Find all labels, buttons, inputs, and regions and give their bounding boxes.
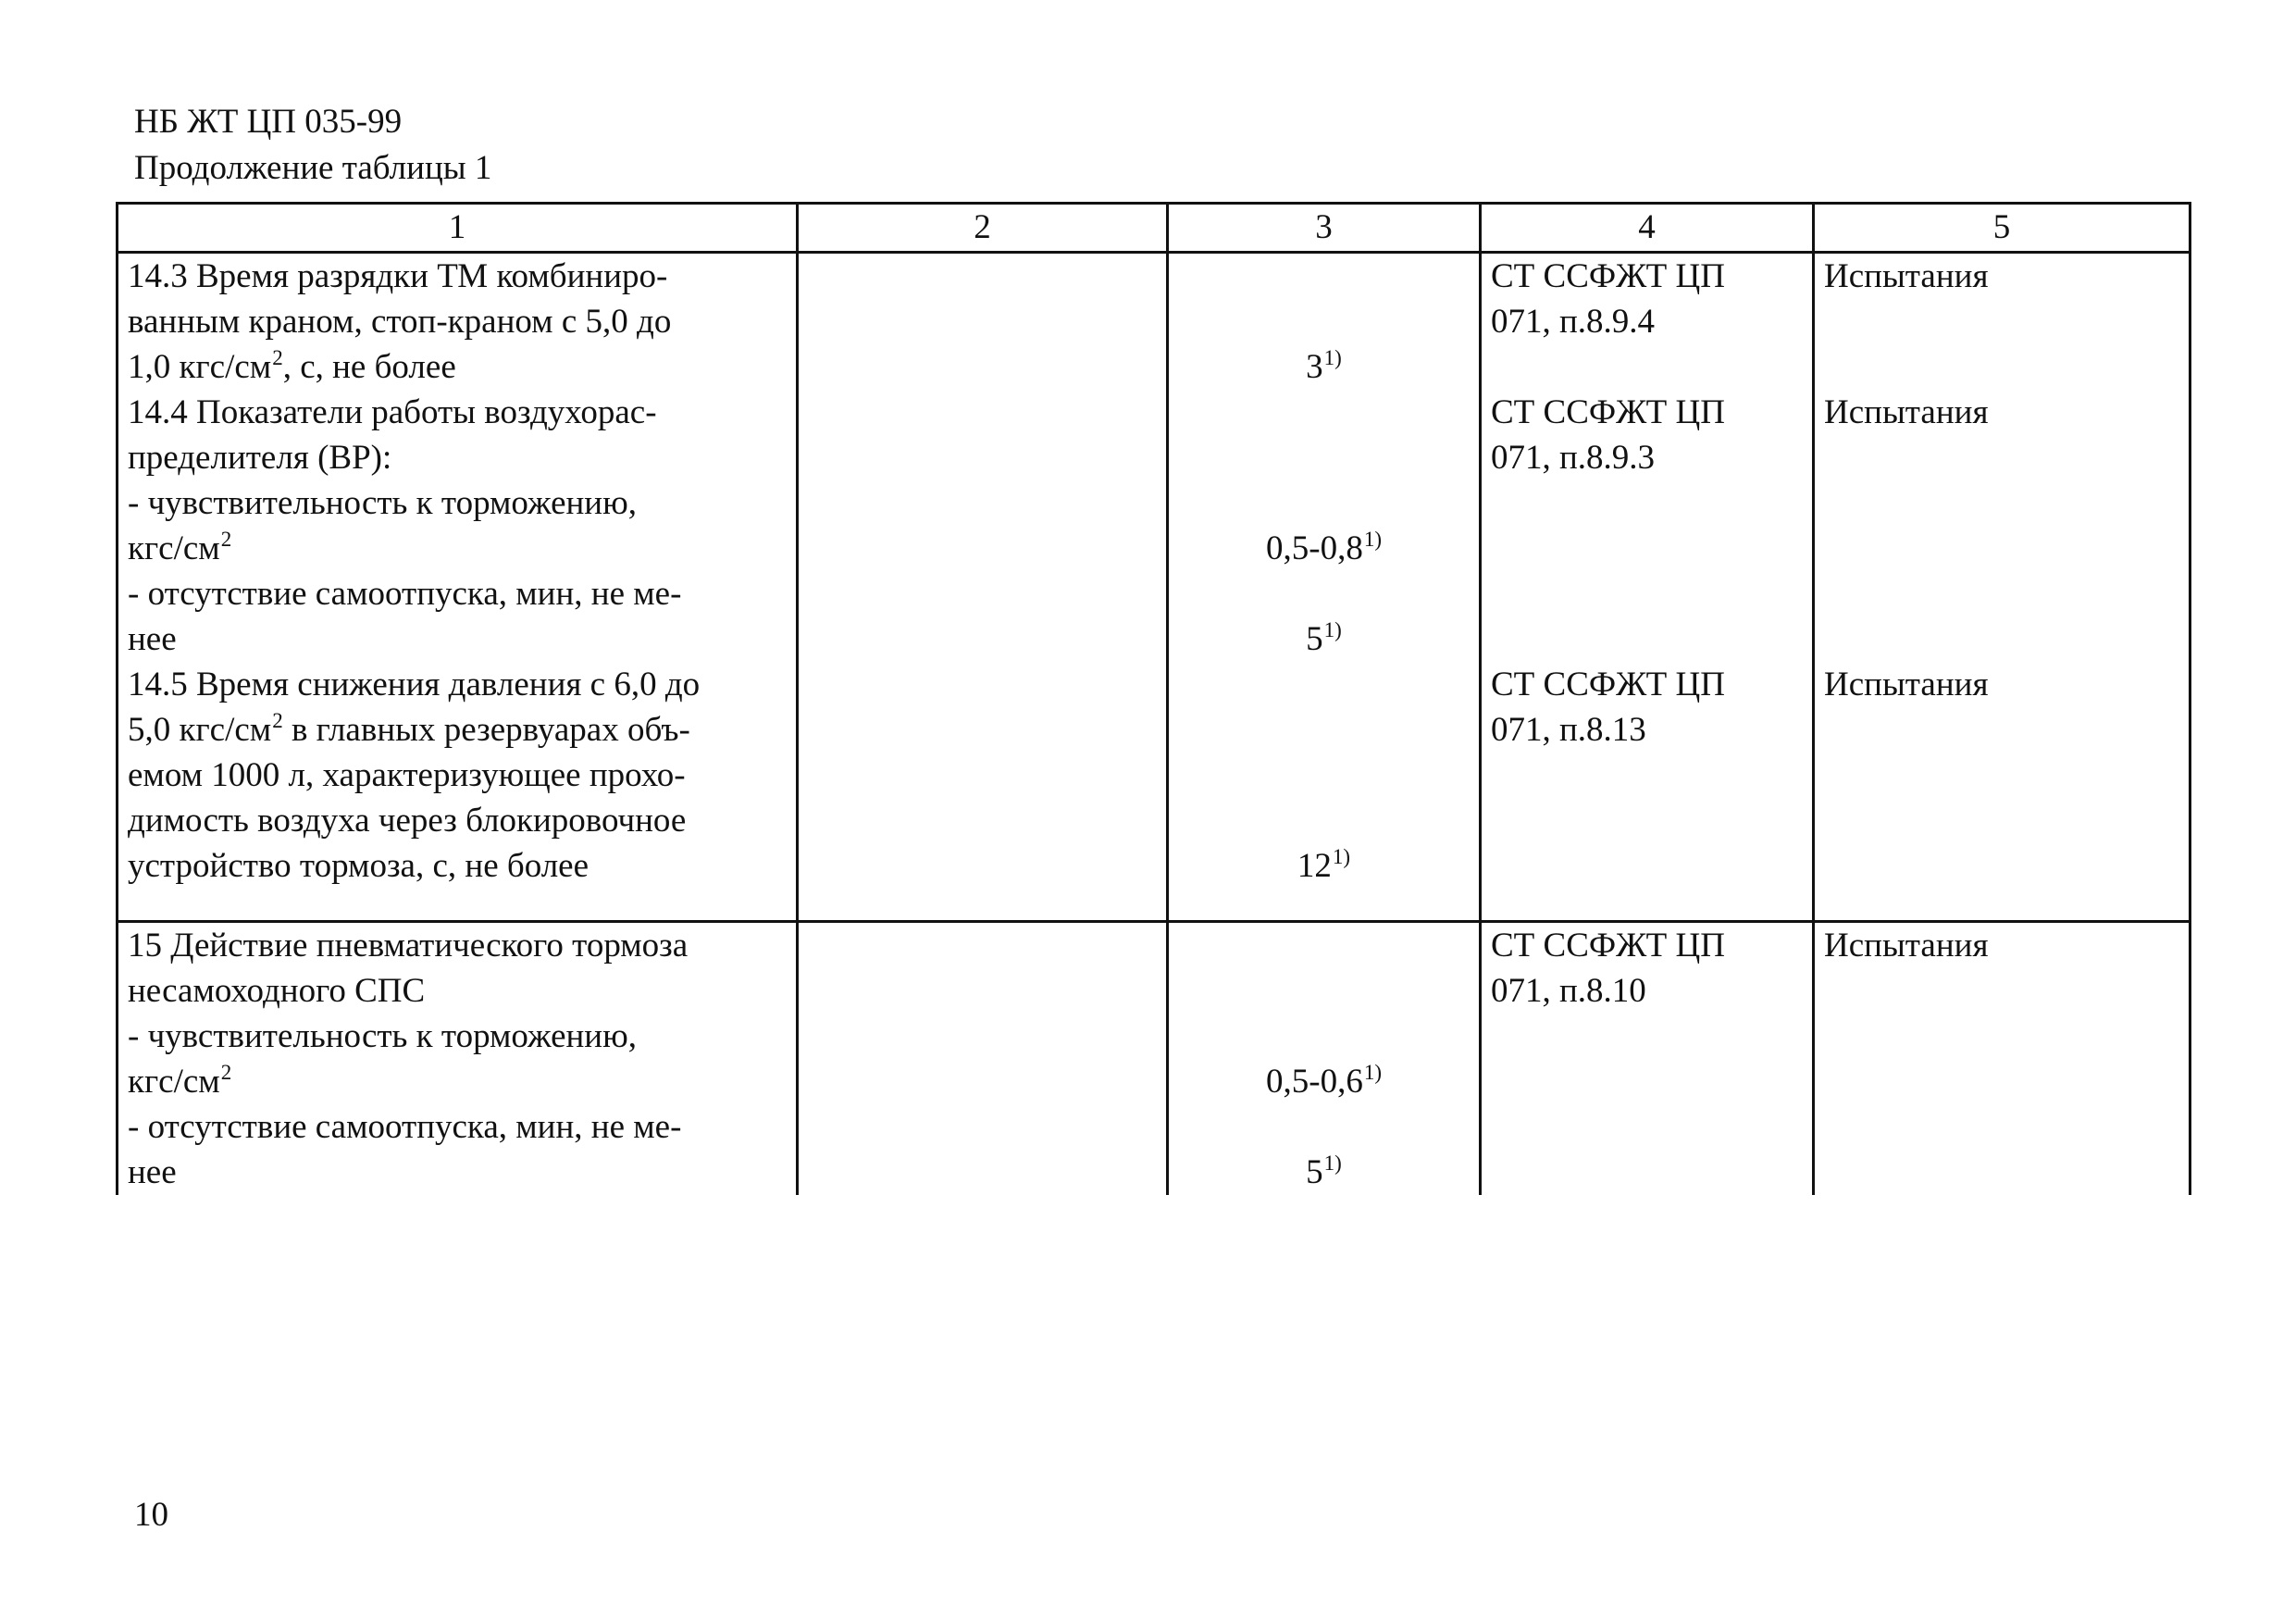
line-text: 0,5-0,8: [1266, 529, 1363, 567]
line-text: 5: [1306, 620, 1323, 658]
column-header-4: 4: [1481, 204, 1814, 253]
superscript: 1): [1363, 1061, 1382, 1084]
cell-column-2: [798, 922, 1168, 1196]
cell-line: [1824, 616, 2179, 662]
cell-line: [1491, 616, 1803, 662]
cell-line: [1178, 923, 1470, 968]
cell-line: 071, п.8.13: [1491, 711, 1646, 749]
cell-line: [128, 707, 787, 753]
cell-line: [1178, 1150, 1470, 1195]
line-text: 12: [1297, 847, 1332, 885]
cell-line: [1178, 571, 1470, 616]
cell-line: [1491, 526, 1803, 571]
column-header-2: 2: [798, 204, 1168, 253]
cell-line: Испытания: [1824, 666, 1989, 703]
table-row: [118, 922, 2191, 1196]
column-header-3: 3: [1168, 204, 1481, 253]
cell-line: [128, 526, 787, 571]
cell-line: [1178, 707, 1470, 753]
cell-line: [1824, 571, 2179, 616]
column-number-row: [118, 204, 2191, 253]
cell-line: СТ ССФЖТ ЦП: [1491, 393, 1725, 431]
cell-line: - отсутствие самоотпуска, мин, не ме-: [128, 575, 682, 613]
cell-line: [1178, 1104, 1470, 1150]
cell-line: 15 Действие пневматического тормоза: [128, 927, 689, 965]
cell-line: [1491, 571, 1803, 616]
cell-line: 071, п.8.9.3: [1491, 439, 1656, 477]
cell-line: пределителя (ВР):: [128, 439, 392, 477]
cell-line: 14.5 Время снижения давления с 6,0 до: [128, 666, 701, 703]
table-continuation-caption: Продолжение таблицы 1: [134, 149, 492, 187]
cell-line: [1178, 480, 1470, 526]
line-text: 5,0 кгс/см: [128, 711, 272, 749]
line-text: , с, не более: [282, 348, 456, 386]
line-text: 3: [1306, 348, 1323, 386]
cell-line: ванным краном, стоп-краном с 5,0 до: [128, 303, 672, 341]
cell-line: [1178, 526, 1470, 571]
table-row: [118, 253, 2191, 922]
cell-line: [1178, 1014, 1470, 1059]
cell-line: 071, п.8.9.4: [1491, 303, 1656, 341]
cell-line: [1178, 798, 1470, 843]
cell-method: [1814, 922, 2191, 1196]
line-text: в главных резервуарах объ-: [282, 711, 690, 749]
cell-line: [1178, 435, 1470, 480]
cell-value: [1168, 922, 1481, 1196]
superscript: 2: [272, 346, 283, 369]
cell-line: Испытания: [1824, 257, 1989, 295]
cell-line: [1178, 843, 1470, 889]
cell-line: СТ ССФЖТ ЦП: [1491, 927, 1725, 965]
line-text: 5: [1306, 1153, 1323, 1191]
cell-line: 071, п.8.10: [1491, 972, 1646, 1010]
cell-line: [1491, 480, 1803, 526]
specification-table: [116, 202, 2191, 1195]
line-text: 0,5-0,6: [1266, 1063, 1363, 1101]
cell-line: [1178, 753, 1470, 798]
cell-line: 14.3 Время разрядки ТМ комбиниро-: [128, 257, 668, 295]
cell-value: [1168, 253, 1481, 922]
line-text: кгс/см: [128, 1063, 220, 1101]
cell-line: [1178, 344, 1470, 390]
cell-indicator: [118, 253, 798, 922]
cell-line: - чувствительность к торможению,: [128, 1017, 637, 1055]
cell-line: [1178, 1059, 1470, 1104]
superscript: 1): [1323, 1151, 1342, 1175]
cell-line: [1491, 344, 1803, 390]
cell-line: [1824, 299, 2179, 344]
cell-line: Испытания: [1824, 927, 1989, 965]
cell-line: СТ ССФЖТ ЦП: [1491, 257, 1725, 295]
superscript: 1): [1323, 346, 1342, 369]
cell-method: [1814, 253, 2191, 922]
cell-line: [1178, 968, 1470, 1014]
superscript: 2: [220, 1061, 232, 1084]
column-header-5: 5: [1814, 204, 2191, 253]
superscript: 1): [1323, 618, 1342, 641]
cell-line: [1824, 480, 2179, 526]
cell-standard: [1481, 922, 1814, 1196]
cell-line: нее: [128, 620, 177, 658]
cell-line: [1824, 526, 2179, 571]
cell-line: - чувствительность к торможению,: [128, 484, 637, 522]
cell-line: СТ ССФЖТ ЦП: [1491, 666, 1725, 703]
column-header-1: 1: [118, 204, 798, 253]
cell-line: 14.4 Показатели работы воздухорас-: [128, 393, 657, 431]
cell-indicator: [118, 922, 798, 1196]
document-code: НБ ЖТ ЦП 035-99: [134, 103, 403, 141]
cell-line: несамоходного СПС: [128, 972, 426, 1010]
cell-line: [128, 1059, 787, 1104]
cell-column-2: [798, 253, 1168, 922]
cell-line: [1824, 435, 2179, 480]
cell-line: [1178, 616, 1470, 662]
cell-line: [1178, 299, 1470, 344]
superscript: 1): [1332, 845, 1351, 868]
superscript: 2: [220, 528, 232, 551]
cell-line: Испытания: [1824, 393, 1989, 431]
cell-line: [1178, 662, 1470, 707]
cell-line: димость воздуха через блокировочное: [128, 802, 687, 840]
line-text: 1,0 кгс/см: [128, 348, 272, 386]
superscript: 1): [1363, 528, 1382, 551]
page-number: 10: [134, 1496, 168, 1534]
cell-line: устройство тормоза, с, не более: [128, 847, 590, 885]
cell-line: [1178, 390, 1470, 435]
superscript: 2: [272, 709, 283, 732]
cell-line: [1178, 254, 1470, 299]
cell-line: [1824, 344, 2179, 390]
cell-standard: [1481, 253, 1814, 922]
cell-line: [128, 344, 787, 390]
line-text: кгс/см: [128, 529, 220, 567]
cell-line: емом 1000 л, характеризующее прохо-: [128, 756, 686, 794]
cell-line: - отсутствие самоотпуска, мин, не ме-: [128, 1108, 682, 1146]
cell-line: нее: [128, 1153, 177, 1191]
